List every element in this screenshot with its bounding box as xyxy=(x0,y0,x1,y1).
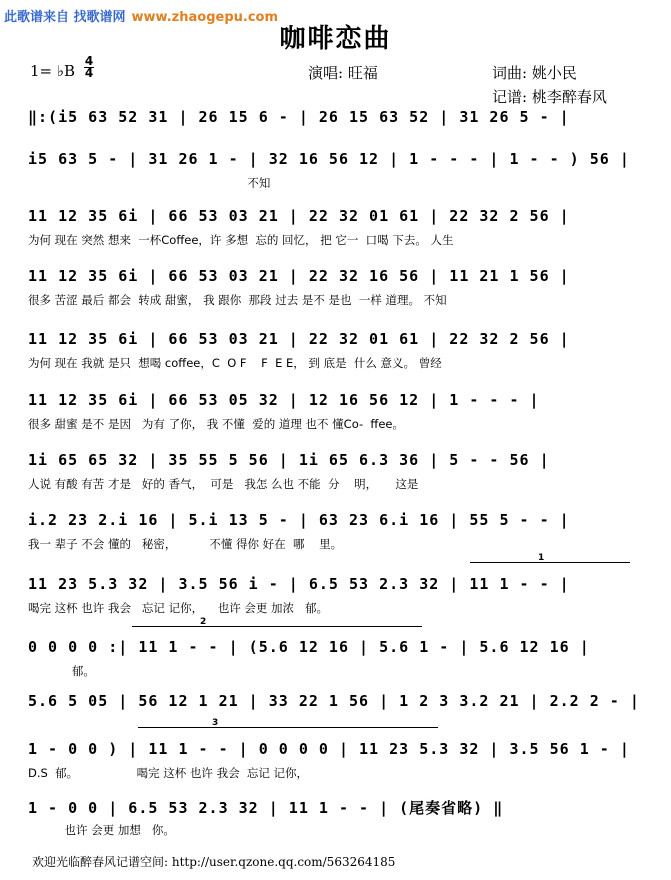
note-line: 11 12 35 6i | 66 53 03 21 | 22 32 01 61 | 22 32 2 56 | xyxy=(28,330,570,348)
note-line: ‖:(i5 63 52 31 | 26 15 6 - | 26 15 63 52 | 31 26 5 - | xyxy=(28,108,570,126)
lyric-line: 我一 辈子 不会 懂的 秘密， 不懂 得你 好在 哪 里。 xyxy=(28,537,343,551)
time-bottom: 4 xyxy=(84,66,94,80)
time-signature xyxy=(84,56,94,79)
singer: 演唱: 旺福 xyxy=(308,64,378,82)
note-line: 1 - 0 0 | 6.5 53 2.3 32 | 11 1 - - | (尾奏省略) ‖ xyxy=(28,799,504,817)
lyric-line: 郁。 xyxy=(28,664,95,678)
lyric-line: 为何 现在 我就 是只 想喝 coffee，C O F F E E， 到 底是 什么 意义。 曾经 xyxy=(28,356,442,370)
note-line: 11 12 35 6i | 66 53 05 32 | 12 16 56 12 | 1 - - - | xyxy=(28,391,540,409)
lyric-line: D.S 郁。 喝完 这杯 也许 我会 忘记 记你， xyxy=(28,766,309,780)
note-line: i.2 23 2.i 16 | 5.i 13 5 - | 63 23 6.i 16 | 55 5 - - | xyxy=(28,511,570,529)
note-line: 11 12 35 6i | 66 53 03 21 | 22 32 16 56 | 11 21 1 56 | xyxy=(28,267,570,285)
lyric-line: 为何 现在 突然 想来 一杯Coffee，许 多想 忘的 回忆， 把 它一 口喝 下去。 人生 xyxy=(28,233,454,247)
lyric-line: 很多 甜蜜 是不 是因 为有 了你， 我 不懂 爱的 道理 也不 懂Co- ffee。 xyxy=(28,417,404,431)
lyric-line: 不知 xyxy=(28,176,271,190)
lyricist: 词曲: 姚小民 xyxy=(492,64,577,82)
ending-number-1: 1 xyxy=(538,553,545,563)
ending-bracket-1 xyxy=(470,562,630,563)
song-title: 咖啡恋曲 xyxy=(279,24,392,54)
lyric-line: 也许 会更 加想 你。 xyxy=(28,823,175,837)
lyric-line: 很多 苦涩 最后 都会 转成 甜蜜， 我 跟你 那段 过去 是不 是也 一样 道理。 不知 xyxy=(28,293,447,307)
note-line: 1i 65 65 32 | 35 55 5 56 | 1i 65 6.3 36 | 5 - - 56 | xyxy=(28,451,550,469)
lyric-line: 人说 有酸 有苦 才是 好的 香气， 可是 我怎 么也 不能 分 明， 这是 xyxy=(28,477,419,491)
transcriber: 记谱: 桃李醉春风 xyxy=(492,88,607,106)
footer-text: 欢迎光临醉春风记谱空间: http://user.qzone.qq.com/563264185 xyxy=(32,855,396,869)
time-top: 4 xyxy=(84,54,94,68)
key-signature: 1= ♭B xyxy=(30,62,75,80)
note-line: 11 23 5.3 32 | 3.5 56 i - | 6.5 53 2.3 32 | 11 1 - - | xyxy=(28,575,570,593)
site-text: 此歌谱来自 找歌谱网 xyxy=(4,10,126,25)
ending-bracket-2 xyxy=(132,626,422,627)
ending-bracket-3 xyxy=(138,727,438,728)
ending-number-2: 2 xyxy=(200,617,207,627)
note-line: 1 - 0 0 ) | 11 1 - - | 0 0 0 0 | 11 23 5.3 32 | 3.5 56 1 - | xyxy=(28,740,630,758)
lyric-line: 喝完 这杯 也许 我会 忘记 记你， 也许 会更 加浓 郁。 xyxy=(28,601,328,615)
note-line: i5 63 5 - | 31 26 1 - | 32 16 56 12 | 1 - - - | 1 - - ) 56 | xyxy=(28,150,630,168)
note-line: 0 0 0 0 :| 11 1 - - | (5.6 12 16 | 5.6 1 - | 5.6 12 16 | xyxy=(28,638,590,656)
note-line: 11 12 35 6i | 66 53 03 21 | 22 32 01 61 | 22 32 2 56 | xyxy=(28,207,570,225)
site-url: www.zhaogepu.com xyxy=(131,10,278,25)
note-line: 5.6 5 05 | 56 12 1 21 | 33 22 1 56 | 1 2 3 3.2 21 | 2.2 2 - | xyxy=(28,692,640,710)
ending-number-3: 3 xyxy=(212,718,219,728)
